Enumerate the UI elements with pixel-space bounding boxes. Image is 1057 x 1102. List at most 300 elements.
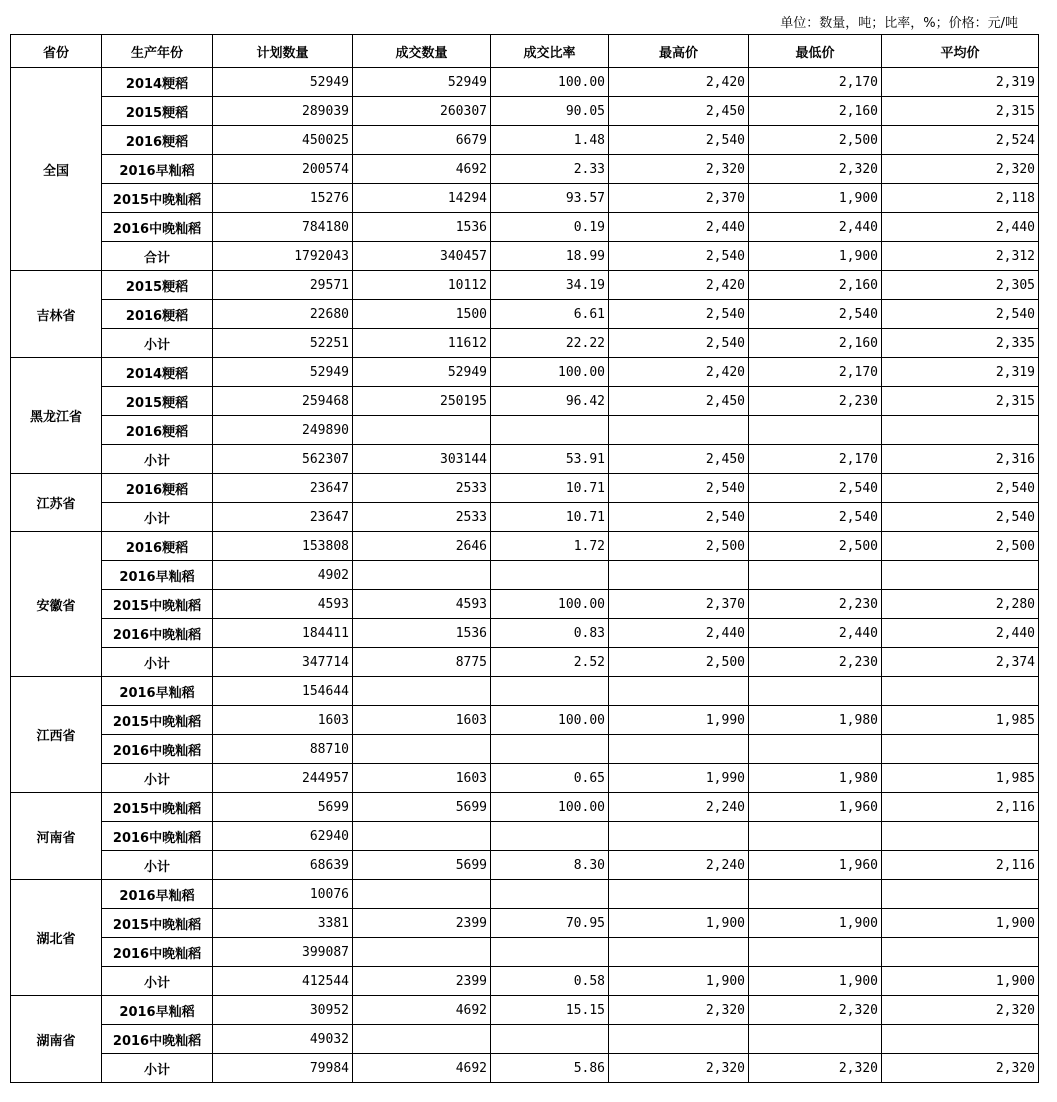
planned-quantity-cell: 10076: [213, 880, 353, 909]
highest-price-cell: 2,320: [609, 1054, 749, 1083]
average-price-cell: 1,900: [882, 909, 1039, 938]
planned-quantity-cell: 154644: [213, 677, 353, 706]
highest-price-cell: [609, 880, 749, 909]
lowest-price-cell: [749, 880, 882, 909]
highest-price-cell: 2,420: [609, 271, 749, 300]
trade-ratio-cell: 10.71: [491, 503, 609, 532]
average-price-cell: 2,315: [882, 97, 1039, 126]
average-price-cell: [882, 880, 1039, 909]
year-cell: 2015粳稻: [102, 271, 213, 300]
table-row: [11, 938, 1039, 967]
table-row: [11, 619, 1039, 648]
year-cell: 2016早籼稻: [102, 155, 213, 184]
province-cell: 安徽省: [11, 532, 102, 677]
traded-quantity-cell: 4692: [353, 155, 491, 184]
table-row: [11, 358, 1039, 387]
lowest-price-cell: 2,170: [749, 358, 882, 387]
header-province: 省份: [11, 35, 102, 68]
planned-quantity-cell: 88710: [213, 735, 353, 764]
average-price-cell: 2,312: [882, 242, 1039, 271]
planned-quantity-cell: 23647: [213, 503, 353, 532]
trade-ratio-cell: 15.15: [491, 996, 609, 1025]
traded-quantity-cell: 6679: [353, 126, 491, 155]
trade-ratio-cell: [491, 561, 609, 590]
average-price-cell: 2,440: [882, 619, 1039, 648]
header-lowest-price: 最低价: [749, 35, 882, 68]
planned-quantity-cell: 562307: [213, 445, 353, 474]
table-row: [11, 590, 1039, 619]
lowest-price-cell: 2,500: [749, 532, 882, 561]
highest-price-cell: 1,990: [609, 764, 749, 793]
lowest-price-cell: 1,960: [749, 851, 882, 880]
lowest-price-cell: 1,900: [749, 909, 882, 938]
table-row: [11, 822, 1039, 851]
highest-price-cell: 2,500: [609, 532, 749, 561]
planned-quantity-cell: 1792043: [213, 242, 353, 271]
planned-quantity-cell: 15276: [213, 184, 353, 213]
table-row: [11, 445, 1039, 474]
traded-quantity-cell: 2533: [353, 503, 491, 532]
average-price-cell: 2,280: [882, 590, 1039, 619]
trade-ratio-cell: 34.19: [491, 271, 609, 300]
table-row: [11, 706, 1039, 735]
year-cell: 小计: [102, 648, 213, 677]
header-trade-ratio: 成交比率: [491, 35, 609, 68]
planned-quantity-cell: 347714: [213, 648, 353, 677]
trade-ratio-cell: 100.00: [491, 706, 609, 735]
lowest-price-cell: 2,160: [749, 271, 882, 300]
highest-price-cell: 2,420: [609, 68, 749, 97]
year-cell: 小计: [102, 503, 213, 532]
year-cell: 小计: [102, 329, 213, 358]
header-production-year: 生产年份: [102, 35, 213, 68]
table-row: [11, 474, 1039, 503]
year-cell: 2016粳稻: [102, 416, 213, 445]
lowest-price-cell: 1,980: [749, 764, 882, 793]
planned-quantity-cell: 4593: [213, 590, 353, 619]
year-cell: 2016粳稻: [102, 532, 213, 561]
traded-quantity-cell: 11612: [353, 329, 491, 358]
traded-quantity-cell: [353, 416, 491, 445]
traded-quantity-cell: 1536: [353, 213, 491, 242]
lowest-price-cell: 1,900: [749, 967, 882, 996]
highest-price-cell: 2,500: [609, 648, 749, 677]
province-cell: 全国: [11, 68, 102, 271]
header-traded-quantity: 成交数量: [353, 35, 491, 68]
planned-quantity-cell: 52949: [213, 68, 353, 97]
province-cell: 湖南省: [11, 996, 102, 1083]
lowest-price-cell: [749, 822, 882, 851]
lowest-price-cell: 2,500: [749, 126, 882, 155]
highest-price-cell: [609, 735, 749, 764]
trade-ratio-cell: 100.00: [491, 590, 609, 619]
year-cell: 合计: [102, 242, 213, 271]
average-price-cell: 2,116: [882, 851, 1039, 880]
trade-ratio-cell: 8.30: [491, 851, 609, 880]
table-row: [11, 1054, 1039, 1083]
average-price-cell: [882, 561, 1039, 590]
highest-price-cell: [609, 416, 749, 445]
planned-quantity-cell: 153808: [213, 532, 353, 561]
average-price-cell: 1,985: [882, 764, 1039, 793]
average-price-cell: 2,320: [882, 1054, 1039, 1083]
trade-ratio-cell: 100.00: [491, 68, 609, 97]
year-cell: 2015中晚籼稻: [102, 590, 213, 619]
lowest-price-cell: 2,540: [749, 300, 882, 329]
traded-quantity-cell: [353, 735, 491, 764]
traded-quantity-cell: 10112: [353, 271, 491, 300]
traded-quantity-cell: 1603: [353, 764, 491, 793]
table-row: [11, 764, 1039, 793]
year-cell: 小计: [102, 764, 213, 793]
average-price-cell: [882, 735, 1039, 764]
province-cell: 江西省: [11, 677, 102, 793]
traded-quantity-cell: [353, 822, 491, 851]
lowest-price-cell: [749, 416, 882, 445]
year-cell: 2016早籼稻: [102, 880, 213, 909]
table-row: [11, 416, 1039, 445]
lowest-price-cell: [749, 561, 882, 590]
highest-price-cell: 2,540: [609, 242, 749, 271]
table-row: [11, 503, 1039, 532]
header-highest-price: 最高价: [609, 35, 749, 68]
lowest-price-cell: 2,230: [749, 648, 882, 677]
traded-quantity-cell: [353, 1025, 491, 1054]
lowest-price-cell: 2,230: [749, 387, 882, 416]
table-row: [11, 561, 1039, 590]
table-row: [11, 329, 1039, 358]
trade-ratio-cell: 2.52: [491, 648, 609, 677]
traded-quantity-cell: 250195: [353, 387, 491, 416]
average-price-cell: [882, 677, 1039, 706]
trade-ratio-cell: 22.22: [491, 329, 609, 358]
lowest-price-cell: 2,320: [749, 1054, 882, 1083]
lowest-price-cell: 2,160: [749, 97, 882, 126]
highest-price-cell: 2,450: [609, 97, 749, 126]
year-cell: 2016粳稻: [102, 126, 213, 155]
lowest-price-cell: 2,440: [749, 619, 882, 648]
planned-quantity-cell: 79984: [213, 1054, 353, 1083]
lowest-price-cell: [749, 677, 882, 706]
highest-price-cell: 2,370: [609, 590, 749, 619]
highest-price-cell: 2,540: [609, 474, 749, 503]
lowest-price-cell: 2,170: [749, 445, 882, 474]
average-price-cell: 1,900: [882, 967, 1039, 996]
table-row: [11, 300, 1039, 329]
highest-price-cell: 1,900: [609, 967, 749, 996]
highest-price-cell: 2,540: [609, 300, 749, 329]
header-row: [11, 35, 1039, 68]
trade-ratio-cell: 1.48: [491, 126, 609, 155]
traded-quantity-cell: 5699: [353, 793, 491, 822]
table-row: [11, 793, 1039, 822]
planned-quantity-cell: 450025: [213, 126, 353, 155]
trade-ratio-cell: [491, 880, 609, 909]
trade-ratio-cell: [491, 1025, 609, 1054]
trade-ratio-cell: [491, 938, 609, 967]
highest-price-cell: 2,370: [609, 184, 749, 213]
trade-ratio-cell: 100.00: [491, 793, 609, 822]
year-cell: 2016粳稻: [102, 300, 213, 329]
table-row: [11, 532, 1039, 561]
traded-quantity-cell: 5699: [353, 851, 491, 880]
average-price-cell: 2,319: [882, 68, 1039, 97]
highest-price-cell: 2,540: [609, 329, 749, 358]
table-row: [11, 387, 1039, 416]
lowest-price-cell: 2,320: [749, 996, 882, 1025]
table-row: [11, 242, 1039, 271]
average-price-cell: 2,305: [882, 271, 1039, 300]
trade-ratio-cell: 96.42: [491, 387, 609, 416]
highest-price-cell: [609, 561, 749, 590]
average-price-cell: 2,316: [882, 445, 1039, 474]
traded-quantity-cell: 303144: [353, 445, 491, 474]
year-cell: 小计: [102, 1054, 213, 1083]
lowest-price-cell: 1,900: [749, 184, 882, 213]
year-cell: 小计: [102, 967, 213, 996]
year-cell: 小计: [102, 851, 213, 880]
traded-quantity-cell: 260307: [353, 97, 491, 126]
planned-quantity-cell: 4902: [213, 561, 353, 590]
average-price-cell: 2,374: [882, 648, 1039, 677]
year-cell: 2015中晚籼稻: [102, 706, 213, 735]
traded-quantity-cell: 2399: [353, 967, 491, 996]
trade-ratio-cell: 93.57: [491, 184, 609, 213]
trade-ratio-cell: 53.91: [491, 445, 609, 474]
trade-ratio-cell: 6.61: [491, 300, 609, 329]
average-price-cell: 2,118: [882, 184, 1039, 213]
trade-ratio-cell: 90.05: [491, 97, 609, 126]
average-price-cell: 2,540: [882, 503, 1039, 532]
table-body: [11, 68, 1039, 1083]
planned-quantity-cell: 1603: [213, 706, 353, 735]
table-row: [11, 155, 1039, 184]
highest-price-cell: 2,440: [609, 213, 749, 242]
planned-quantity-cell: 784180: [213, 213, 353, 242]
traded-quantity-cell: 1536: [353, 619, 491, 648]
year-cell: 2016早籼稻: [102, 996, 213, 1025]
planned-quantity-cell: 249890: [213, 416, 353, 445]
header-average-price: 平均价: [882, 35, 1039, 68]
trade-ratio-cell: 0.83: [491, 619, 609, 648]
year-cell: 2014粳稻: [102, 358, 213, 387]
province-cell: 黑龙江省: [11, 358, 102, 474]
header-planned-quantity: 计划数量: [213, 35, 353, 68]
lowest-price-cell: [749, 735, 882, 764]
lowest-price-cell: 2,170: [749, 68, 882, 97]
trade-ratio-cell: 0.65: [491, 764, 609, 793]
planned-quantity-cell: 259468: [213, 387, 353, 416]
highest-price-cell: 2,320: [609, 155, 749, 184]
average-price-cell: 2,320: [882, 996, 1039, 1025]
highest-price-cell: 2,420: [609, 358, 749, 387]
table-row: [11, 648, 1039, 677]
lowest-price-cell: 1,980: [749, 706, 882, 735]
average-price-cell: 2,335: [882, 329, 1039, 358]
year-cell: 2016中晚籼稻: [102, 619, 213, 648]
table-row: [11, 1025, 1039, 1054]
province-cell: 江苏省: [11, 474, 102, 532]
year-cell: 2015中晚籼稻: [102, 909, 213, 938]
table-row: [11, 213, 1039, 242]
year-cell: 2016中晚籼稻: [102, 822, 213, 851]
highest-price-cell: [609, 1025, 749, 1054]
average-price-cell: 2,540: [882, 474, 1039, 503]
planned-quantity-cell: 49032: [213, 1025, 353, 1054]
table-row: [11, 735, 1039, 764]
trade-ratio-cell: [491, 416, 609, 445]
average-price-cell: [882, 822, 1039, 851]
province-cell: 吉林省: [11, 271, 102, 358]
planned-quantity-cell: 184411: [213, 619, 353, 648]
highest-price-cell: 2,540: [609, 126, 749, 155]
planned-quantity-cell: 289039: [213, 97, 353, 126]
trade-ratio-cell: 100.00: [491, 358, 609, 387]
trade-ratio-cell: 5.86: [491, 1054, 609, 1083]
planned-quantity-cell: 5699: [213, 793, 353, 822]
highest-price-cell: [609, 677, 749, 706]
year-cell: 2016中晚籼稻: [102, 735, 213, 764]
table-row: [11, 677, 1039, 706]
unit-note: 单位：数量，吨；比率，%；价格：元/吨: [780, 16, 1018, 31]
trade-ratio-cell: 18.99: [491, 242, 609, 271]
highest-price-cell: [609, 822, 749, 851]
average-price-cell: 2,540: [882, 300, 1039, 329]
highest-price-cell: 2,450: [609, 387, 749, 416]
lowest-price-cell: 2,160: [749, 329, 882, 358]
highest-price-cell: 2,240: [609, 851, 749, 880]
planned-quantity-cell: 52949: [213, 358, 353, 387]
highest-price-cell: 1,900: [609, 909, 749, 938]
lowest-price-cell: 2,540: [749, 503, 882, 532]
trade-ratio-cell: 0.58: [491, 967, 609, 996]
average-price-cell: 2,524: [882, 126, 1039, 155]
planned-quantity-cell: 22680: [213, 300, 353, 329]
trade-ratio-cell: 0.19: [491, 213, 609, 242]
lowest-price-cell: 1,900: [749, 242, 882, 271]
traded-quantity-cell: [353, 561, 491, 590]
planned-quantity-cell: 62940: [213, 822, 353, 851]
planned-quantity-cell: 30952: [213, 996, 353, 1025]
year-cell: 2015中晚籼稻: [102, 184, 213, 213]
planned-quantity-cell: 3381: [213, 909, 353, 938]
lowest-price-cell: 2,320: [749, 155, 882, 184]
planned-quantity-cell: 23647: [213, 474, 353, 503]
year-cell: 2016早籼稻: [102, 677, 213, 706]
trade-ratio-cell: 2.33: [491, 155, 609, 184]
trade-ratio-cell: [491, 735, 609, 764]
highest-price-cell: 2,450: [609, 445, 749, 474]
trade-ratio-cell: 10.71: [491, 474, 609, 503]
traded-quantity-cell: 52949: [353, 358, 491, 387]
year-cell: 小计: [102, 445, 213, 474]
average-price-cell: 2,500: [882, 532, 1039, 561]
table-row: [11, 909, 1039, 938]
traded-quantity-cell: 4692: [353, 996, 491, 1025]
traded-quantity-cell: 52949: [353, 68, 491, 97]
table-row: [11, 851, 1039, 880]
trade-ratio-cell: 1.72: [491, 532, 609, 561]
trade-ratio-cell: [491, 677, 609, 706]
trade-ratio-cell: [491, 822, 609, 851]
highest-price-cell: 2,240: [609, 793, 749, 822]
table-row: [11, 880, 1039, 909]
traded-quantity-cell: 1500: [353, 300, 491, 329]
table-row: [11, 996, 1039, 1025]
lowest-price-cell: 2,230: [749, 590, 882, 619]
year-cell: 2014粳稻: [102, 68, 213, 97]
table-row: [11, 271, 1039, 300]
average-price-cell: [882, 938, 1039, 967]
traded-quantity-cell: 8775: [353, 648, 491, 677]
year-cell: 2016早籼稻: [102, 561, 213, 590]
planned-quantity-cell: 200574: [213, 155, 353, 184]
traded-quantity-cell: [353, 677, 491, 706]
highest-price-cell: 2,440: [609, 619, 749, 648]
traded-quantity-cell: 2399: [353, 909, 491, 938]
province-cell: 湖北省: [11, 880, 102, 996]
average-price-cell: 2,320: [882, 155, 1039, 184]
table-row: [11, 184, 1039, 213]
year-cell: 2016粳稻: [102, 474, 213, 503]
lowest-price-cell: 1,960: [749, 793, 882, 822]
auction-results-table: [10, 34, 1039, 1083]
traded-quantity-cell: 2646: [353, 532, 491, 561]
planned-quantity-cell: 412544: [213, 967, 353, 996]
year-cell: 2016中晚籼稻: [102, 938, 213, 967]
average-price-cell: 2,315: [882, 387, 1039, 416]
lowest-price-cell: 2,440: [749, 213, 882, 242]
table-row: [11, 967, 1039, 996]
trade-ratio-cell: 70.95: [491, 909, 609, 938]
highest-price-cell: [609, 938, 749, 967]
province-cell: 河南省: [11, 793, 102, 880]
lowest-price-cell: [749, 1025, 882, 1054]
table-row: [11, 68, 1039, 97]
average-price-cell: 1,985: [882, 706, 1039, 735]
average-price-cell: 2,440: [882, 213, 1039, 242]
traded-quantity-cell: 4593: [353, 590, 491, 619]
highest-price-cell: 1,990: [609, 706, 749, 735]
planned-quantity-cell: 29571: [213, 271, 353, 300]
traded-quantity-cell: 14294: [353, 184, 491, 213]
planned-quantity-cell: 244957: [213, 764, 353, 793]
year-cell: 2016中晚籼稻: [102, 213, 213, 242]
traded-quantity-cell: 1603: [353, 706, 491, 735]
traded-quantity-cell: [353, 938, 491, 967]
planned-quantity-cell: 52251: [213, 329, 353, 358]
planned-quantity-cell: 68639: [213, 851, 353, 880]
average-price-cell: 2,319: [882, 358, 1039, 387]
lowest-price-cell: [749, 938, 882, 967]
year-cell: 2016中晚籼稻: [102, 1025, 213, 1054]
highest-price-cell: 2,320: [609, 996, 749, 1025]
traded-quantity-cell: [353, 880, 491, 909]
average-price-cell: [882, 416, 1039, 445]
lowest-price-cell: 2,540: [749, 474, 882, 503]
average-price-cell: 2,116: [882, 793, 1039, 822]
traded-quantity-cell: 4692: [353, 1054, 491, 1083]
year-cell: 2015粳稻: [102, 387, 213, 416]
year-cell: 2015粳稻: [102, 97, 213, 126]
year-cell: 2015中晚籼稻: [102, 793, 213, 822]
table-row: [11, 126, 1039, 155]
planned-quantity-cell: 399087: [213, 938, 353, 967]
traded-quantity-cell: 340457: [353, 242, 491, 271]
table-row: [11, 97, 1039, 126]
highest-price-cell: 2,540: [609, 503, 749, 532]
traded-quantity-cell: 2533: [353, 474, 491, 503]
